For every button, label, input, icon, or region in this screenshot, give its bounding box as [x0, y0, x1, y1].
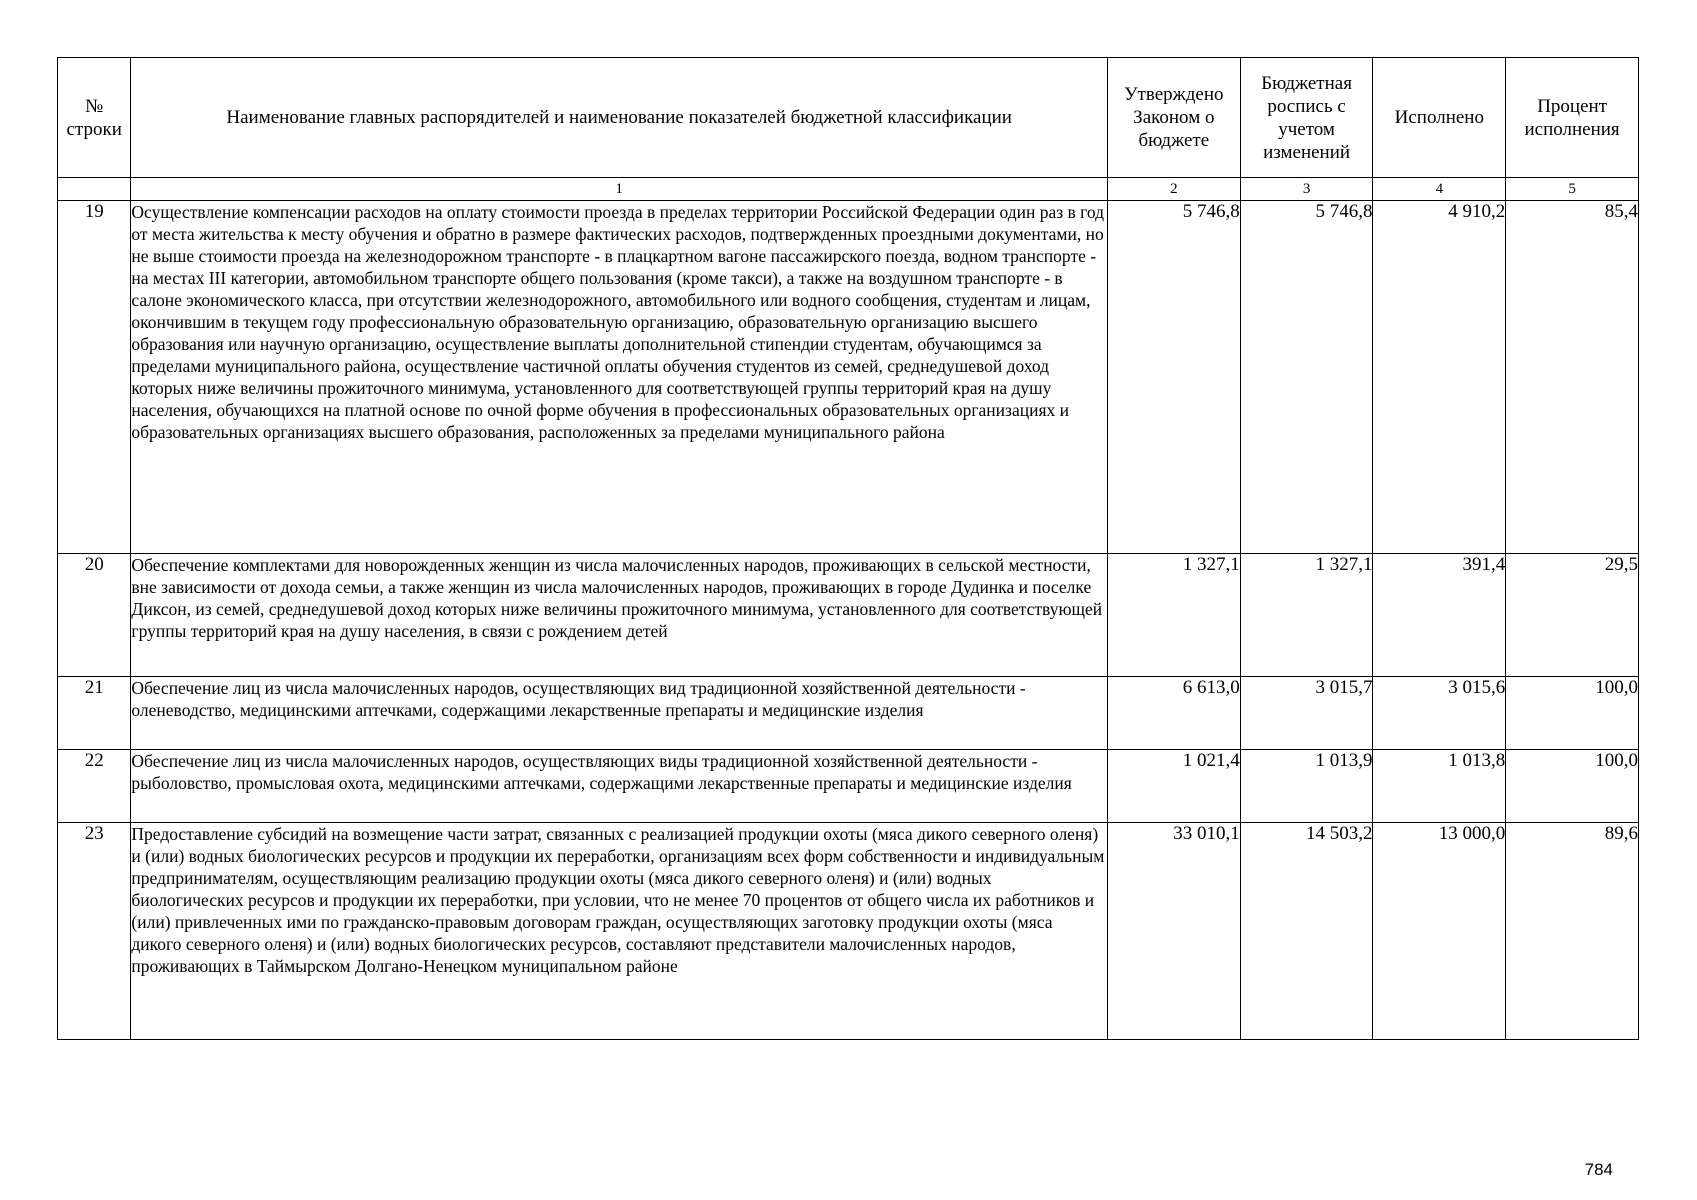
header-percent: Процент исполнения	[1506, 58, 1639, 178]
row-number: 20	[58, 554, 131, 677]
row-approved: 1 021,4	[1107, 750, 1240, 823]
row-number: 19	[58, 201, 131, 554]
row-approved: 6 613,0	[1107, 677, 1240, 750]
row-name: Осуществление компенсации расходов на оплату стоимости проезда в пределах территории Российской Федерации один раз в год от места жительства к месту обучения и обратно в размере фактических расходов, подтвержденных проездными документами, но не выше стоимости проезда на железнодорожном транспорте - в плацкартном вагоне пассажирского поезда, водном транспорте - на местах III категории, автомобильном транспорте общего пользования (кроме такси), а также на воздушном транспорте - в салоне экономического класса, при отсутствии железнодорожного, автомобильного или водного сообщения, студентам и лицам, окончившим в текущем году профессиональную образовательную организацию, образовательную организацию высшего образования или научную организацию, осуществление выплаты дополнительной стипендии студентам, обучающимся за пределами муниципального района, осуществление частичной оплаты обучения студентов из семей, среднедушевой доход которых ниже величины прожиточного минимума, установленного для соответствующей группы территорий края на душу населения, обучающихся на платной основе по очной форме обучения в профессиональных образовательных организациях и образовательных организациях высшего образования, расположенных за пределами муниципального района	[131, 201, 1108, 554]
header-row	[58, 58, 1639, 178]
row-executed: 4 910,2	[1373, 201, 1506, 554]
table-row	[58, 201, 1639, 554]
row-approved: 33 010,1	[1107, 823, 1240, 1040]
row-percent: 100,0	[1506, 677, 1639, 750]
column-number: 2	[1107, 178, 1240, 201]
row-percent: 85,4	[1506, 201, 1639, 554]
header-budget-list: Бюджетная роспись с учетом изменений	[1240, 58, 1373, 178]
row-name: Обеспечение лиц из числа малочисленных народов, осуществляющих виды традиционной хозяйственной деятельности - рыболовство, промысловая охота, медицинскими аптечками, содержащими лекарственные препараты и медицинские изделия	[131, 750, 1108, 823]
row-budget-list: 1 013,9	[1240, 750, 1373, 823]
table-row	[58, 677, 1639, 750]
header-executed: Исполнено	[1373, 58, 1506, 178]
row-percent: 100,0	[1506, 750, 1639, 823]
header-row-number: № строки	[58, 58, 131, 178]
column-number: 5	[1506, 178, 1639, 201]
row-number: 21	[58, 677, 131, 750]
row-budget-list: 1 327,1	[1240, 554, 1373, 677]
header-name: Наименование главных распорядителей и наименование показателей бюджетной классификации	[131, 58, 1108, 178]
row-approved: 5 746,8	[1107, 201, 1240, 554]
row-name: Предоставление субсидий на возмещение части затрат, связанных с реализацией продукции охоты (мяса дикого северного оленя) и (или) водных биологических ресурсов и продукции их переработки, организациям всех форм собственности и индивидуальным предпринимателям, осуществляющим реализацию продукции охоты (мяса дикого северного оленя) и (или) водных биологических ресурсов и продукции их переработки, при условии, что не менее 70 процентов от общего числа их работников и (или) привлеченных ими по гражданско-правовым договорам граждан, осуществляющих заготовку продукции охоты (мяса дикого северного оленя) и (или) водных биологических ресурсов, составляют представители малочисленных народов, проживающих в Таймырском Долгано-Ненецком муниципальном районе	[131, 823, 1108, 1040]
column-number: 3	[1240, 178, 1373, 201]
row-budget-list: 14 503,2	[1240, 823, 1373, 1040]
row-number: 23	[58, 823, 131, 1040]
row-executed: 391,4	[1373, 554, 1506, 677]
header-approved: Утверждено Законом о бюджете	[1107, 58, 1240, 178]
row-percent: 29,5	[1506, 554, 1639, 677]
budget-execution-table	[57, 57, 1639, 1040]
row-budget-list: 3 015,7	[1240, 677, 1373, 750]
column-number-blank	[58, 178, 131, 201]
table-row	[58, 823, 1639, 1040]
column-number: 4	[1373, 178, 1506, 201]
row-approved: 1 327,1	[1107, 554, 1240, 677]
table-row	[58, 554, 1639, 677]
row-number: 22	[58, 750, 131, 823]
row-budget-list: 5 746,8	[1240, 201, 1373, 554]
row-executed: 3 015,6	[1373, 677, 1506, 750]
table-row	[58, 750, 1639, 823]
column-number-row	[58, 178, 1639, 201]
column-number: 1	[131, 178, 1108, 201]
row-executed: 1 013,8	[1373, 750, 1506, 823]
row-name: Обеспечение лиц из числа малочисленных народов, осуществляющих вид традиционной хозяйственной деятельности - оленеводство, медицинскими аптечками, содержащими лекарственные препараты и медицинские изделия	[131, 677, 1108, 750]
page-number: 784	[1584, 1160, 1613, 1179]
row-percent: 89,6	[1506, 823, 1639, 1040]
row-name: Обеспечение комплектами для новорожденных женщин из числа малочисленных народов, проживающих в сельской местности, вне зависимости от дохода семьи, а также женщин из числа малочисленных народов, проживающих в городе Дудинка и поселке Диксон, из семей, среднедушевой доход которых ниже величины прожиточного минимума, установленного для соответствующей группы территорий края на душу населения, в связи с рождением детей	[131, 554, 1108, 677]
row-executed: 13 000,0	[1373, 823, 1506, 1040]
